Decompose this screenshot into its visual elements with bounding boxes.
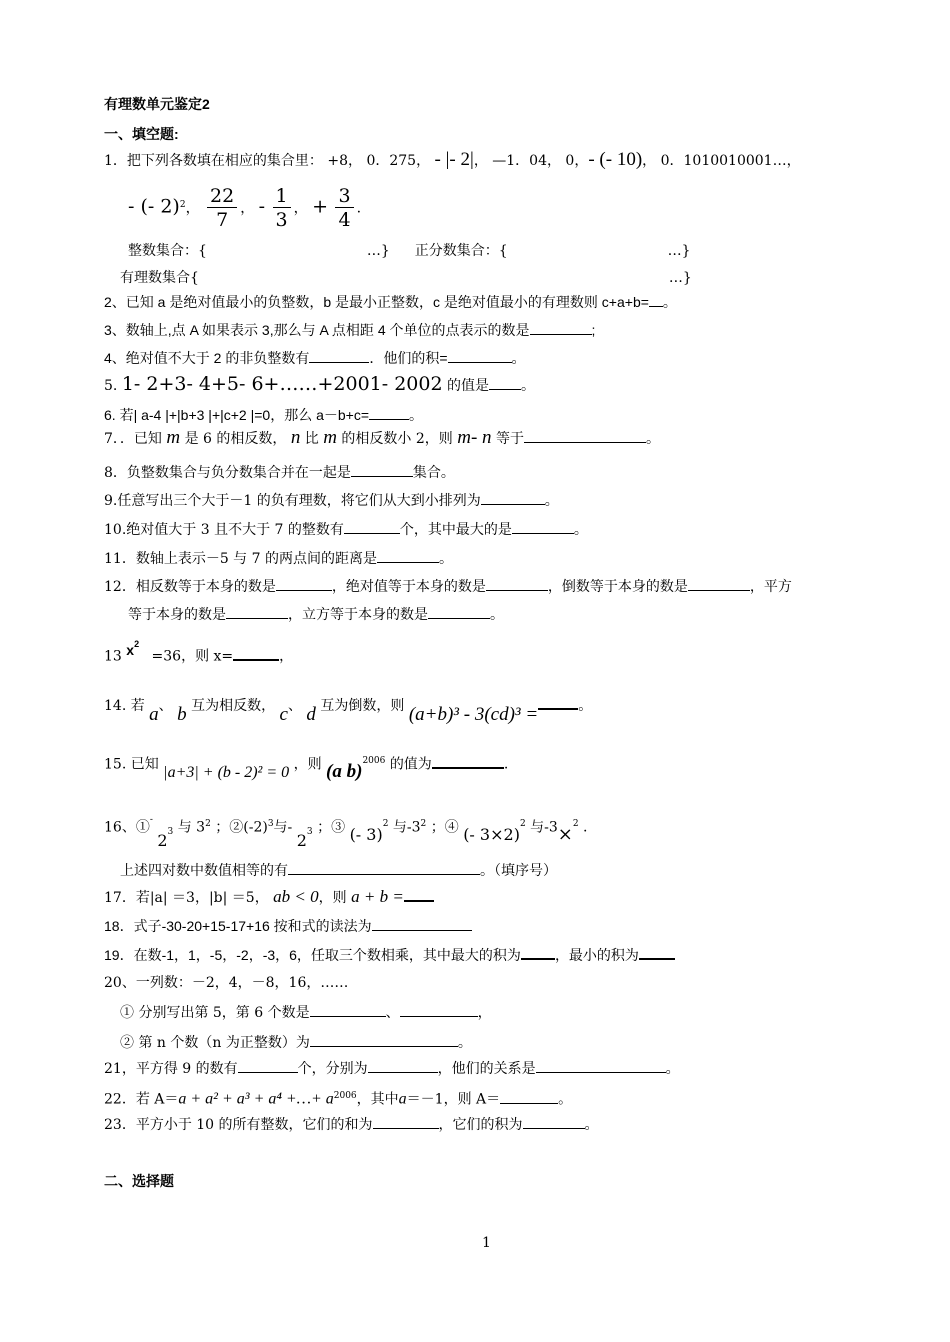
question-1-line1 — [104, 150, 801, 171]
question-15: 15. 已知 |a+3| + (b - 2)² = 0 ，则 (a b)$^{2006}$ 的值为 . — [104, 746, 508, 780]
question-17: 17．若|a| ＝3，|b| ＝5， ab < 0，则 a + b = — [104, 886, 434, 908]
question-16: 16、①- $2^3$ 与 $3^2$ ；$②(-2)^3$与- $2^3$ ；③ (- 3)$^2$ 与$-3^2$ ；④ (- 3×2)$^2$ 与-3×$^2$ . — [104, 815, 588, 850]
q1-sq-expr: - (- 2) — [128, 195, 180, 218]
q15-expr: |a+3| + (b - 2)² = 0 — [163, 763, 290, 781]
section-multiple-choice: 二、选择题 — [104, 1173, 174, 1189]
q1-sq-exp: 2 — [179, 200, 186, 210]
question-23: 23．平方小于 10 的所有整数，它们的和为 ，它们的积为 。 — [104, 1114, 599, 1135]
question-3: 3、数轴上,点 A 如果表示 3,那么与 A 点相距 4 个单位的点表示的数是 ; — [104, 322, 596, 338]
page-title: 有理数单元鉴定2 — [104, 96, 210, 112]
question-10: 10.绝对值大于 3 且不大于 7 的整数有 个，其中最大的是 。 — [104, 519, 588, 540]
question-20: 20、一列数：－2，4，－8，16，…… — [104, 975, 349, 991]
question-11: 11．数轴上表示－5 与 7 的两点间的距离是 。 — [104, 548, 453, 569]
question-18: 18．式子-30-20+15-17+16 按和式的读法为 — [104, 916, 472, 936]
question-2: 2、已知 a 是绝对值最小的负整数，b 是最小正整数，c 是绝对值最小的有理数则 c+a+b= 。 — [104, 294, 677, 310]
q15-expr2: (a b) — [326, 760, 363, 782]
question-1-line2: - (- 2)$^2$， $\frac{22}{7}$ ， - $\frac{1}{3}$ ， + $\frac{3}{4}$ . — [128, 185, 362, 232]
question-14: 14. 若 a、 b 互为相反数， c、 d 互为倒数，则 (a+b)³ - 3(cd)³ = 。 — [104, 690, 592, 721]
question-19: 19．在数-1，1，-5，-2，-3，6，任取三个数相乘，其中最大的积为 ，最小的积为 — [104, 944, 675, 965]
q1-expr-abs: - |- 2| — [434, 149, 474, 170]
q1-nums3: ， 0．1010010001…， — [642, 153, 801, 169]
q7-n: n — [290, 427, 301, 448]
question-4: 4、绝对值不大于 2 的非负整数有 ．他们的积= 。 — [104, 350, 526, 366]
q7-m: m — [166, 427, 181, 448]
question-9: 9.任意写出三个大于－1 的负有理数，将它们从大到小排列为 。 — [104, 490, 559, 511]
question-6: 6. 若| a-4 |+|b+3 |+|c+2 |=0，那么 a－b+c= 。 — [104, 407, 424, 423]
q1-neg-sign: - — [258, 195, 266, 218]
q1-set-rationals: 有理数集合{ …} — [120, 270, 692, 286]
q1-nums1: +8， 0．275， — [327, 153, 431, 169]
question-8: 8．负整数集合与负分数集合并在一起是 集合。 — [104, 462, 455, 483]
section-fill-in: 一、填空题: — [104, 126, 179, 142]
q1-set-positive-fractions: 正分数集合：{ …} — [414, 243, 691, 259]
question-22: 22．若 A＝a + a² + a³ + a⁴ +…+ $a^{2006}$，其中a＝－1，则 A＝ 。 — [104, 1090, 573, 1108]
question-21: 21，平方得 9 的数有 个，分别为 ，他们的关系是 。 — [104, 1058, 680, 1079]
question-13: 13 $x^2 =36$，则 x= ， — [104, 639, 294, 665]
question-20-part1: ① 分别写出第 5，第 6 个数是 、 ， — [120, 1002, 492, 1023]
q1-frac1: $\frac{22}{7}$ — [207, 185, 237, 232]
q13-x: x — [126, 641, 135, 658]
question-16-tail: 上述四对数中数值相等的有 。（填序号） — [120, 860, 557, 881]
q1-frac3: $\frac{3}{4}$ — [335, 185, 353, 232]
page-number: 1 — [482, 1235, 491, 1251]
q1-intro: 1．把下列各数填在相应的集合里： — [104, 153, 323, 169]
q14-expr: (a+b)³ - 3(cd)³ = — [408, 704, 539, 725]
q1-expr-neg: - (- 10) — [588, 149, 643, 170]
q5-expr: 1- 2+3- 4+5- 6+……+2001- 2002 — [121, 373, 443, 395]
question-5: 5. 1- 2+3- 4+5- 6+……+2001- 2002 的值是 。 — [104, 373, 536, 395]
question-12: 12．相反数等于本身的数是 ，绝对值等于本身的数是 ，倒数等于本身的数是 ，平方 — [104, 576, 792, 597]
question-20-part2: ② 第 n 个数（n 为正整数）为 。 — [120, 1032, 472, 1053]
q7-m-minus-n: m- n — [457, 427, 492, 448]
q1-set-integers: 整数集合：{ …} 正分数集合：{ …} — [128, 243, 691, 259]
q1-frac2: $\frac{1}{3}$ — [273, 185, 291, 232]
question-12-cont: 等于本身的数是 ，立方等于本身的数是 。 — [128, 604, 504, 625]
question-7: 7．．已知 m 是 6 的相反数， n 比 m 的相反数小 2，则 m- n 等于 。 — [104, 427, 660, 448]
q1-nums2: ， —1．04， 0， — [473, 153, 589, 169]
q1-pos-sign: + — [312, 195, 329, 218]
